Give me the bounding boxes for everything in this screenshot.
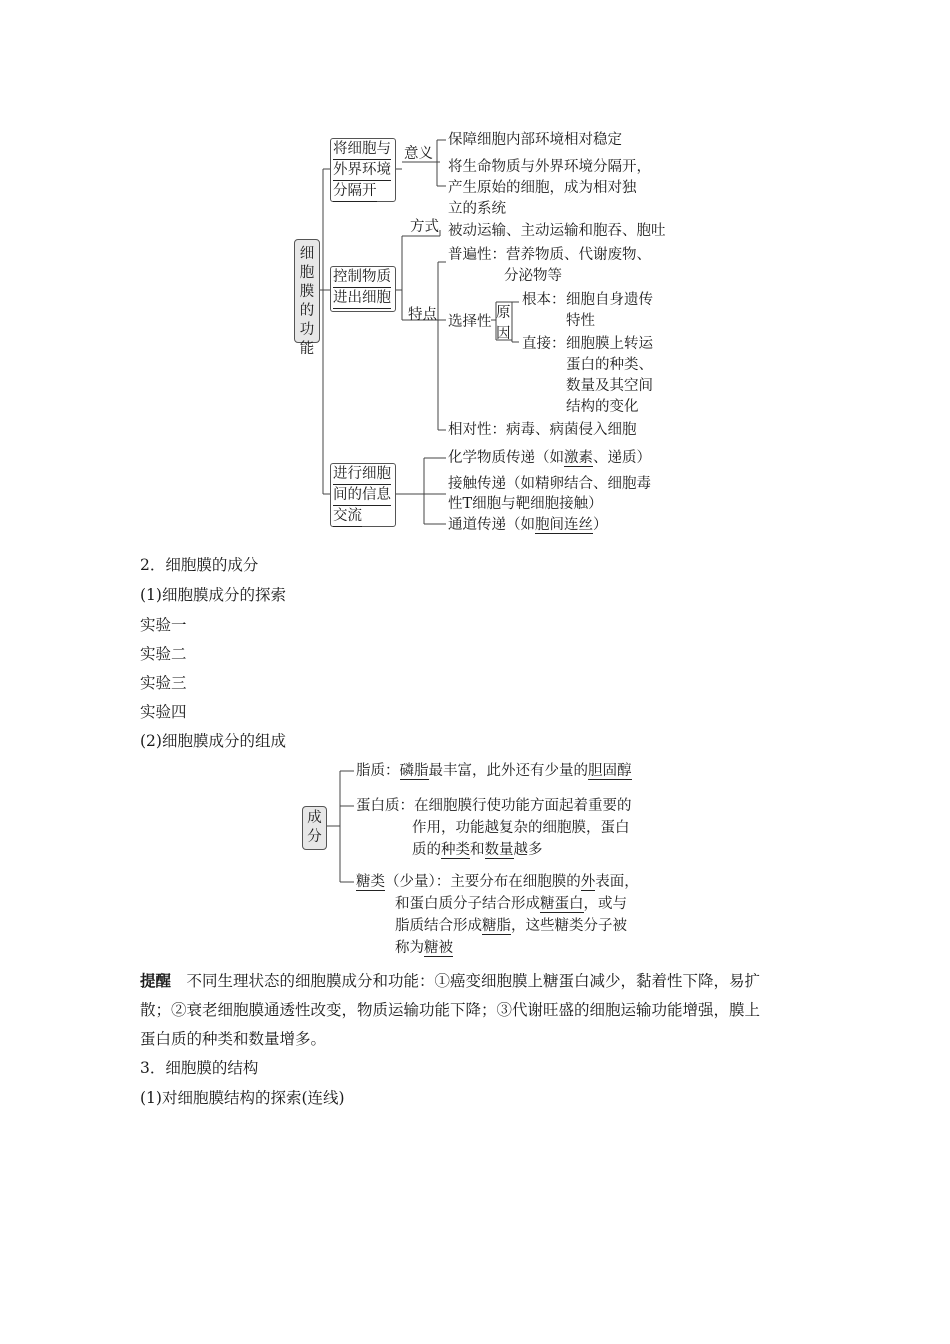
branch-transport-box	[330, 266, 396, 312]
protein-line2: 作用，功能越复杂的细胞膜，蛋白	[412, 820, 630, 836]
comm-item2-line1: 接触传递（如精卵结合、细胞毒	[448, 476, 651, 492]
cholesterol-term: 胆固醇	[588, 763, 632, 779]
branch2-line2: 进出细胞	[333, 288, 391, 309]
comm-item2-line2: 性T细胞与靶细胞接触）	[448, 496, 603, 512]
sugar-line1-pre: （少量）：主要分布在细胞膜的	[385, 874, 581, 890]
yuanyin-label-1: 原	[496, 305, 511, 321]
genben-label: 根本：	[522, 292, 566, 308]
zhijie-line3: 数量及其空间	[566, 378, 653, 394]
meaning2-line1: 将生命物质与外界环境分隔开，	[448, 159, 651, 175]
fangshi-label: 方式	[410, 219, 439, 235]
sugar-line3-post: ，这些糖类分子被	[511, 918, 627, 934]
comm-item1-pre: 化学物质传递（如	[448, 450, 564, 466]
branch3-line2: 间的信息	[333, 485, 391, 506]
tedian-label: 特点	[408, 307, 437, 323]
function-map-root	[294, 239, 320, 357]
tip-line1	[140, 970, 760, 992]
zhijie-label: 直接：	[522, 336, 566, 352]
experiment-4: 实验四	[140, 703, 187, 721]
section2-sub2: (2)细胞膜成分的组成	[140, 732, 286, 750]
composition-map-root	[302, 806, 327, 850]
fangshi-text: 被动运输、主动运输和胞吞、胞吐	[448, 223, 666, 239]
branch1-line1: 将细胞与	[333, 139, 391, 160]
genben-line1: 细胞自身遗传	[566, 292, 653, 308]
comm-item1-mid: 、递质）	[593, 450, 651, 466]
hormone-term: 激素	[564, 450, 593, 466]
sugar-line1	[356, 872, 639, 892]
lipid-line	[356, 761, 632, 781]
branch3-line3: 交流	[333, 506, 362, 527]
sugar-line4-pre: 称为	[395, 940, 424, 956]
root-label: 细胞膜的功能	[299, 246, 315, 357]
experiment-3: 实验三	[140, 674, 187, 692]
sugar-line4	[395, 938, 453, 958]
lipid-mid: 最丰富，此外还有少量的	[428, 763, 588, 779]
zhijie-line2: 蛋白的种类、	[566, 357, 653, 373]
sugar-label: 糖类	[356, 874, 385, 890]
protein-line1: 蛋白质：在细胞膜行使功能方面起着重要的	[356, 798, 632, 814]
tip-line2: 散；②衰老细胞膜通透性改变，物质运输功能下降；③代谢旺盛的细胞运输功能增强，膜上	[140, 1001, 761, 1019]
experiment-2: 实验二	[140, 645, 187, 663]
sugar-line3-pre: 脂质结合形成	[395, 918, 482, 934]
sugar-line1-post: 表面，	[595, 874, 639, 890]
tip-label: 提醒	[140, 971, 172, 990]
glycocalyx-term: 糖被	[424, 940, 453, 956]
lipid-pre: 脂质：	[356, 763, 400, 779]
branch-separate-box	[330, 138, 396, 202]
section2-heading: 2．细胞膜的成分	[140, 556, 259, 574]
experiment-1: 实验一	[140, 616, 187, 634]
comm-item3-pre: 通道传递（如	[448, 517, 535, 533]
tip-text1: 不同生理状态的细胞膜成分和功能：①癌变细胞膜上糖蛋白减少，黏着性下降，易扩	[171, 972, 761, 990]
sugar-line3	[395, 916, 627, 936]
yuanyin-label-2: 因	[496, 326, 511, 342]
branch1-line2: 外界环境	[333, 160, 391, 181]
comm-item3	[448, 515, 608, 535]
meaning2-line2: 产生原始的细胞，成为相对独	[448, 180, 637, 196]
outer-term: 外	[580, 874, 596, 890]
glycoprotein-term: 糖蛋白	[540, 896, 584, 912]
xuanzexing-label: 选择性	[448, 314, 492, 330]
branch3-line1: 进行细胞	[333, 464, 391, 485]
sugar-line2-post: ，或与	[583, 896, 627, 912]
tip-line3: 蛋白质的种类和数量增多。	[140, 1030, 327, 1048]
comm-item1	[448, 448, 651, 468]
protein-line3-pre: 质的	[412, 842, 441, 858]
protein-line3-mid: 和	[470, 842, 485, 858]
comm-item3-post: ）	[593, 517, 608, 533]
section3-heading: 3．细胞膜的结构	[140, 1059, 259, 1077]
section2-sub1: (1)细胞膜成分的探索	[140, 586, 286, 604]
protein-line3	[412, 840, 543, 860]
yiyi-label: 意义	[404, 146, 433, 162]
protein-type-term: 种类	[441, 842, 470, 858]
genben-line2: 特性	[566, 313, 595, 329]
xiangduixing: 相对性：病毒、病菌侵入细胞	[448, 422, 637, 438]
meaning2-line3: 立的系统	[448, 201, 506, 217]
glycolipid-term: 糖脂	[482, 918, 511, 934]
sugar-line2	[395, 894, 627, 914]
meaning1: 保障细胞内部环境相对稳定	[448, 132, 622, 148]
phospholipid-term: 磷脂	[399, 763, 429, 779]
zhijie-line1: 细胞膜上转运	[566, 336, 653, 352]
zhijie-line4: 结构的变化	[566, 399, 639, 415]
branch-communication-box	[330, 463, 396, 527]
protein-amount-term: 数量	[484, 842, 514, 858]
protein-line3-post: 越多	[513, 842, 543, 858]
branch1-line3: 分隔开	[333, 181, 377, 202]
sugar-line2-pre: 和蛋白质分子结合形成	[395, 896, 540, 912]
branch2-line1: 控制物质	[333, 267, 391, 288]
section3-sub1: (1)对细胞膜结构的探索(连线)	[140, 1089, 345, 1107]
pubianxing-line2: 分泌物等	[504, 268, 562, 284]
pubianxing-line1: 普遍性：营养物质、代谢废物、	[448, 247, 651, 263]
plasmodesmata-term: 胞间连丝	[535, 517, 593, 533]
composition-root-label: 成分	[307, 810, 322, 845]
